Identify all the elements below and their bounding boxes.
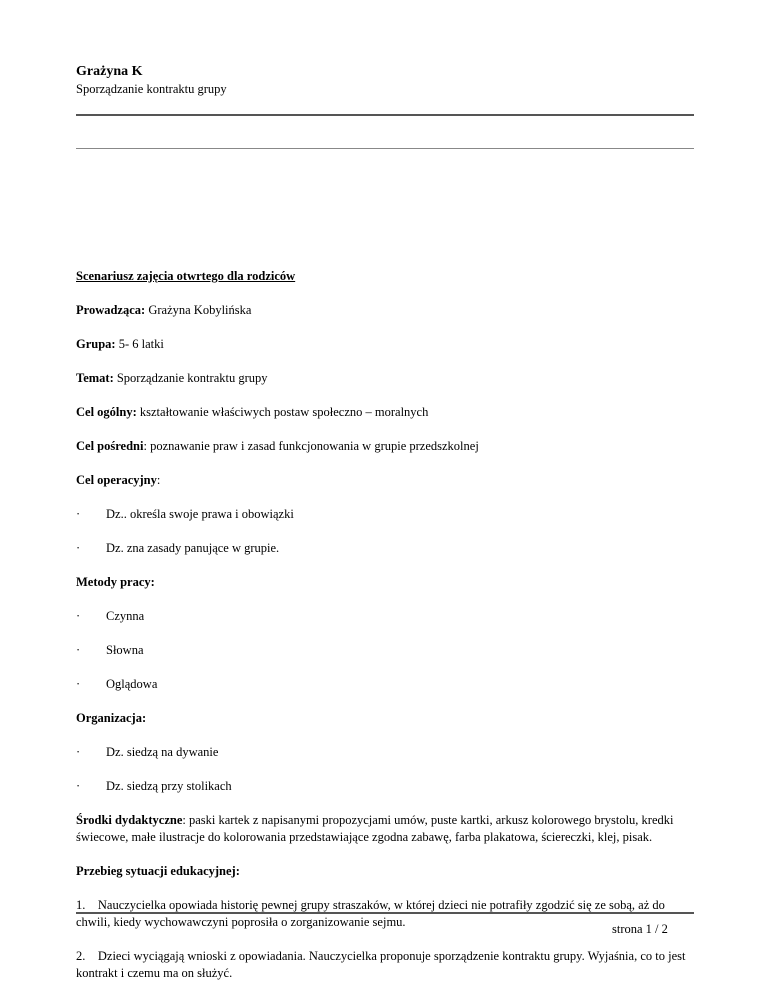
list-item-text: Czynna bbox=[106, 609, 145, 623]
list-item-text: Dz. zna zasady panujące w grupie. bbox=[106, 541, 280, 555]
bullet-icon: · bbox=[76, 609, 81, 623]
header-rule bbox=[76, 114, 694, 116]
list-item bbox=[76, 744, 696, 761]
field-label: Cel operacyjny bbox=[76, 473, 157, 487]
field-value: : bbox=[156, 473, 161, 487]
header-rule-thin bbox=[76, 148, 694, 149]
field-cel-ogolny bbox=[76, 404, 696, 421]
field-temat bbox=[76, 370, 696, 387]
section-przebieg bbox=[76, 863, 696, 880]
field-label: Cel ogólny: bbox=[76, 405, 137, 419]
list-item bbox=[76, 506, 696, 523]
document-body bbox=[76, 268, 696, 999]
list-item bbox=[76, 642, 696, 659]
field-label: Grupa: bbox=[76, 337, 116, 351]
section-label: Metody pracy: bbox=[76, 575, 155, 589]
footer-rule bbox=[76, 912, 694, 914]
field-value: Grażyna Kobylińska bbox=[145, 303, 252, 317]
field-label: Temat: bbox=[76, 371, 114, 385]
section-label: Organizacja: bbox=[76, 711, 147, 725]
field-label: Cel pośredni bbox=[76, 439, 144, 453]
field-value: : poznawanie praw i zasad funkcjonowania w grupie przedszkolnej bbox=[143, 439, 479, 453]
header-subtitle: Sporządzanie kontraktu grupy bbox=[76, 82, 227, 96]
bullet-icon: · bbox=[76, 507, 81, 521]
list-item-text: Oglądowa bbox=[106, 677, 158, 691]
field-value: 5- 6 latki bbox=[115, 337, 164, 351]
bullet-icon: · bbox=[76, 541, 81, 555]
page-number: strona 1 / 2 bbox=[612, 922, 668, 936]
header-author: Grażyna K bbox=[76, 64, 143, 79]
bullet-icon: · bbox=[76, 677, 81, 691]
list-item-text: Dz. siedzą przy stolikach bbox=[106, 779, 232, 793]
field-cel-posredni bbox=[76, 438, 696, 455]
field-prowadzaca bbox=[76, 302, 696, 319]
step-paragraph: 1. Nauczycielka opowiada historię pewnej grupy straszaków, w której dzieci nie potrafiły zgodzić się ze sobą, aż do chwili, kiedy wychowawczyni poprosiła o zorganizowanie sejmu. bbox=[76, 898, 669, 929]
list-item-text: Dz.. określa swoje prawa i obowiązki bbox=[106, 507, 294, 521]
list-item-text: Słowna bbox=[106, 643, 144, 657]
step-paragraph: 2. Dzieci wyciągają wnioski z opowiadania. Nauczycielka proponuje sporządzenie kontraktu grupy. Wyjaśnia, co to jest kontrakt i czemu ma on służyć. bbox=[76, 949, 689, 980]
document-title: Scenariusz zajęcia otwrtego dla rodziców bbox=[76, 269, 296, 283]
field-label: Środki dydaktyczne bbox=[76, 813, 183, 827]
list-item bbox=[76, 540, 696, 557]
list-item bbox=[76, 608, 696, 625]
list-item-text: Dz. siedzą na dywanie bbox=[106, 745, 219, 759]
field-value: : paski kartek z napisanymi propozycjami umów, puste kartki, arkusz kolorowego brystolu, kredki świecowe, małe ilustracje do kolorowania przedstawiające zgodna zabawę, farba plakatowa, ściereczki, klej, pisak. bbox=[76, 813, 674, 844]
field-srodki bbox=[76, 812, 696, 846]
bullet-icon: · bbox=[76, 745, 81, 759]
section-organizacja bbox=[76, 710, 696, 727]
field-value: Sporządzanie kontraktu grupy bbox=[113, 371, 268, 385]
field-grupa bbox=[76, 336, 696, 353]
field-label: Prowadząca: bbox=[76, 303, 146, 317]
section-metody bbox=[76, 574, 696, 591]
bullet-icon: · bbox=[76, 779, 81, 793]
list-item bbox=[76, 676, 696, 693]
field-cel-operacyjny bbox=[76, 472, 696, 489]
bullet-icon: · bbox=[76, 643, 81, 657]
list-item bbox=[76, 778, 696, 795]
field-value: kształtowanie właściwych postaw społeczno – moralnych bbox=[136, 405, 429, 419]
section-label: Przebieg sytuacji edukacyjnej: bbox=[76, 864, 240, 878]
